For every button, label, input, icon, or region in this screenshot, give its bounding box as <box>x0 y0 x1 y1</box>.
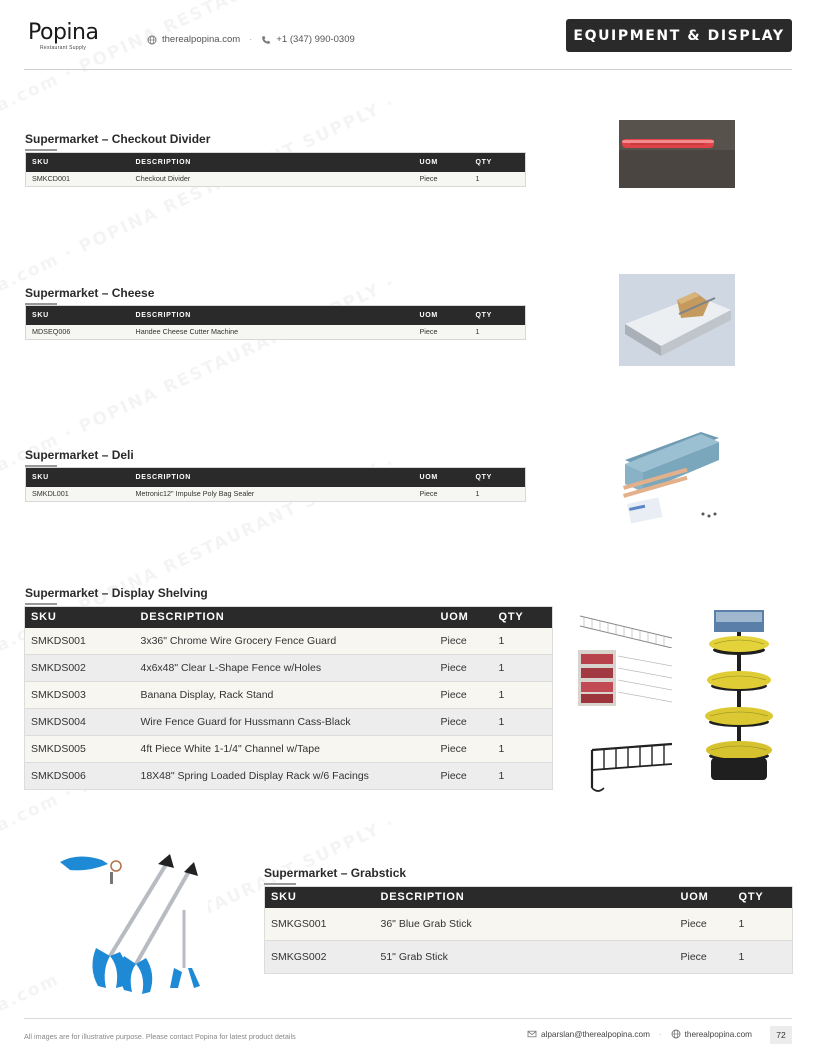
table-display-shelving <box>24 606 553 790</box>
brand-logo[interactable] <box>28 22 108 54</box>
footer-contact <box>527 1029 752 1039</box>
description-cell: 36" Blue Grab Stick <box>375 908 675 941</box>
grabstick-image <box>58 848 208 998</box>
uom-cell: Piece <box>414 487 470 502</box>
uom-cell: Piece <box>435 628 493 655</box>
column-header-description: DESCRIPTION <box>135 607 435 628</box>
sku-cell: SMKDS003 <box>25 682 135 709</box>
black-fence-guard-image <box>586 740 674 796</box>
section-title-checkout-divider: Supermarket – Checkout Divider <box>25 132 210 151</box>
uom-cell: Piece <box>414 172 470 187</box>
qty-cell: 1 <box>493 655 553 682</box>
footer-email-link[interactable]: alparslan@therealpopina.com <box>540 1029 650 1039</box>
section-title-grabstick: Supermarket – Grabstick <box>264 866 406 885</box>
table-grabstick <box>264 886 793 974</box>
qty-cell: 1 <box>470 172 526 187</box>
uom-cell: Piece <box>675 908 733 941</box>
sku-cell: SMKDS004 <box>25 709 135 736</box>
sku-cell: SMKGS002 <box>265 941 375 974</box>
bag-sealer-image <box>619 420 735 532</box>
sku-cell: SMKDS005 <box>25 736 135 763</box>
qty-cell: 1 <box>493 682 553 709</box>
footer-disclaimer: All images are for illustrative purpose. Please contact Popina for latest product details <box>24 1032 296 1041</box>
qty-cell: 1 <box>493 736 553 763</box>
header-contact <box>147 34 355 45</box>
column-header-sku: SKU <box>26 468 130 487</box>
column-header-sku: SKU <box>26 153 130 172</box>
column-header-qty: QTY <box>493 607 553 628</box>
table-row <box>25 628 553 655</box>
qty-cell: 1 <box>493 763 553 790</box>
description-cell: Metronic12" Impulse Poly Bag Sealer <box>130 487 414 502</box>
column-header-sku: SKU <box>25 607 135 628</box>
sku-cell: SMKDS002 <box>25 655 135 682</box>
header-website-link[interactable]: therealpopina.com <box>162 34 241 45</box>
sku-cell: SMKDS006 <box>25 763 135 790</box>
checkout-divider-image <box>619 120 735 188</box>
description-cell: 51" Grab Stick <box>375 941 675 974</box>
table-deli <box>25 467 526 502</box>
qty-cell: 1 <box>470 325 526 340</box>
table-header-row <box>26 468 526 487</box>
banana-rack-image <box>702 604 776 794</box>
sku-cell: MDSEQ006 <box>26 325 130 340</box>
sku-cell: SMKDS001 <box>25 628 135 655</box>
column-header-qty: QTY <box>470 153 526 172</box>
clear-fence-image <box>578 648 674 708</box>
column-header-uom: UOM <box>675 887 733 908</box>
phone-icon <box>261 35 271 45</box>
qty-cell: 1 <box>733 941 793 974</box>
uom-cell: Piece <box>435 763 493 790</box>
page-footer <box>24 1018 792 1048</box>
section-title-cheese: Supermarket – Cheese <box>25 286 154 305</box>
uom-cell: Piece <box>435 709 493 736</box>
table-row <box>25 709 553 736</box>
description-cell: Checkout Divider <box>130 172 414 187</box>
column-header-qty: QTY <box>470 468 526 487</box>
globe-icon <box>147 35 157 45</box>
column-header-uom: UOM <box>414 468 470 487</box>
column-header-description: DESCRIPTION <box>130 306 414 325</box>
column-header-description: DESCRIPTION <box>130 153 414 172</box>
uom-cell: Piece <box>675 941 733 974</box>
description-cell: 3x36" Chrome Wire Grocery Fence Guard <box>135 628 435 655</box>
qty-cell: 1 <box>493 628 553 655</box>
uom-cell: Piece <box>414 325 470 340</box>
qty-cell: 1 <box>470 487 526 502</box>
mail-icon <box>527 1029 537 1039</box>
description-cell: Banana Display, Rack Stand <box>135 682 435 709</box>
section-title-display-shelving: Supermarket – Display Shelving <box>25 586 208 605</box>
page-number: 72 <box>770 1026 792 1044</box>
table-header-row <box>26 153 526 172</box>
column-header-qty: QTY <box>470 306 526 325</box>
separator-dot: · <box>658 1029 662 1039</box>
column-header-uom: UOM <box>414 306 470 325</box>
page-title: EQUIPMENT & DISPLAY <box>566 19 792 52</box>
table-row <box>265 908 793 941</box>
table-row <box>26 172 526 187</box>
column-header-sku: SKU <box>265 887 375 908</box>
qty-cell: 1 <box>493 709 553 736</box>
description-cell: 18X48" Spring Loaded Display Rack w/6 Facings <box>135 763 435 790</box>
brand-tagline: Restaurant Supply <box>40 45 87 51</box>
column-header-description: DESCRIPTION <box>130 468 414 487</box>
column-header-sku: SKU <box>26 306 130 325</box>
description-cell: 4x6x48" Clear L-Shape Fence w/Holes <box>135 655 435 682</box>
description-cell: Wire Fence Guard for Hussmann Cass-Black <box>135 709 435 736</box>
description-cell: Handee Cheese Cutter Machine <box>130 325 414 340</box>
column-header-uom: UOM <box>414 153 470 172</box>
section-title-deli: Supermarket – Deli <box>25 448 134 467</box>
table-checkout-divider <box>25 152 526 187</box>
table-row <box>26 325 526 340</box>
brand-name: Popina <box>28 20 99 45</box>
cheese-cutter-image <box>619 274 735 366</box>
table-header-row <box>26 306 526 325</box>
sku-cell: SMKCD001 <box>26 172 130 187</box>
table-row <box>26 487 526 502</box>
column-header-description: DESCRIPTION <box>375 887 675 908</box>
uom-cell: Piece <box>435 736 493 763</box>
qty-cell: 1 <box>733 908 793 941</box>
uom-cell: Piece <box>435 655 493 682</box>
footer-website-link[interactable]: therealpopina.com <box>684 1029 752 1039</box>
table-cheese <box>25 305 526 340</box>
table-row <box>25 763 553 790</box>
table-row <box>25 736 553 763</box>
column-header-uom: UOM <box>435 607 493 628</box>
header-phone-link[interactable]: +1 (347) 990-0309 <box>276 34 355 45</box>
description-cell: 4ft Piece White 1-1/4" Channel w/Tape <box>135 736 435 763</box>
sku-cell: SMKDL001 <box>26 487 130 502</box>
table-row <box>265 941 793 974</box>
sku-cell: SMKGS001 <box>265 908 375 941</box>
table-header-row <box>265 887 793 908</box>
table-row <box>25 655 553 682</box>
uom-cell: Piece <box>435 682 493 709</box>
separator-dot: · <box>249 34 253 45</box>
table-row <box>25 682 553 709</box>
column-header-qty: QTY <box>733 887 793 908</box>
table-header-row <box>25 607 553 628</box>
page-header <box>24 18 792 70</box>
globe-icon <box>671 1029 681 1039</box>
